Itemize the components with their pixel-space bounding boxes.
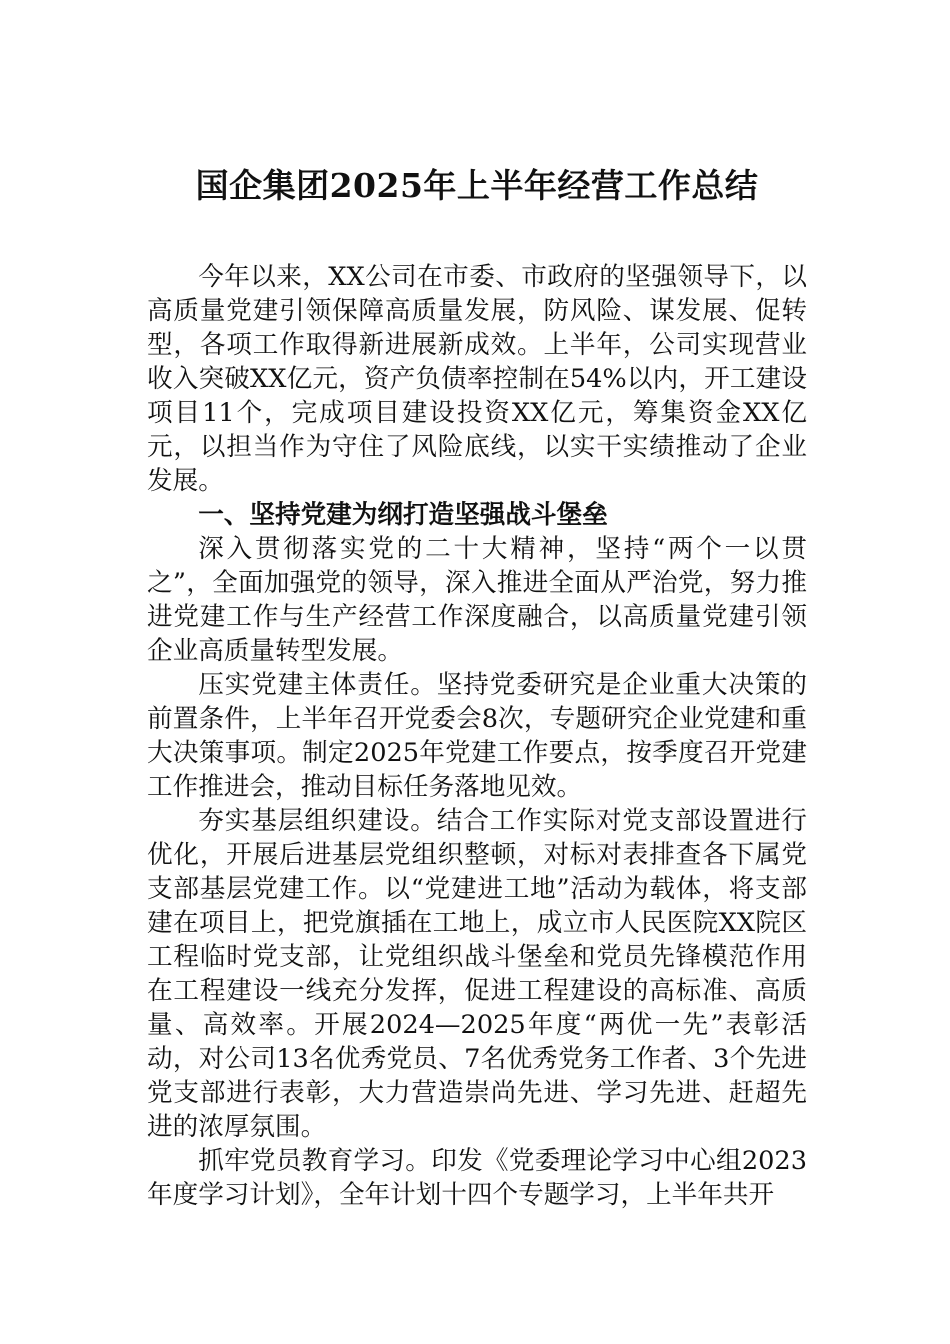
title-spacer — [147, 222, 807, 260]
section-paragraph-overview: 深入贯彻落实党的二十大精神，坚持“两个一以贯之”，全面加强党的领导，深入推进全面从严治党，努力推进党建工作与生产经营工作深度融合，以高质量党建引领企业高质量转型发展。 — [147, 534, 807, 666]
document-title: 国企集团2025年上半年经营工作总结 — [195, 166, 759, 205]
section-paragraph-education: 抓牢党员教育学习。印发《党委理论学习中心组2023年度学习计划》，全年计划十四个专题学习，上半年共开 — [147, 1146, 807, 1210]
document-page — [147, 150, 807, 1212]
section-paragraph-responsibility: 压实党建主体责任。坚持党委研究是企业重大决策的前置条件，上半年召开党委会8次，专题研究企业党建和重大决策事项。制定2025年党建工作要点，按季度召开党建工作推进会，推动目标任务落地见效。 — [147, 670, 807, 802]
section-paragraph-organization: 夯实基层组织建设。结合工作实际对党支部设置进行优化，开展后进基层党组织整顿，对标对表排查各下属党支部基层党建工作。以“党建进工地”活动为载体，将支部建在项目上，把党旗插在工地上，成立市人民医院XX院区工程临时党支部，让党组织战斗堡垒和党员先锋模范作用在工程建设一线充分发挥，促进工程建设的高标准、高质量、高效率。开展2024—2025年度“两优一先”表彰活动，对公司13名优秀党员、7名优秀党务工作者、3个先进党支部进行表彰，大力营造崇尚先进、学习先进、赶超先进的浓厚氛围。 — [147, 806, 807, 1142]
intro-paragraph: 今年以来，XX公司在市委、市政府的坚强领导下，以高质量党建引领保障高质量发展，防风险、谋发展、促转型，各项工作取得新进展新成效。上半年，公司实现营业收入突破XX亿元，资产负债率控制在54%以内，开工建设项目11个，完成项目建设投资XX亿元，筹集资金XX亿元，以担当作为守住了风险底线，以实干实绩推动了企业发展。 — [147, 262, 807, 496]
section-heading: 一、坚持党建为纲打造坚强战斗堡垒 — [198, 500, 608, 530]
